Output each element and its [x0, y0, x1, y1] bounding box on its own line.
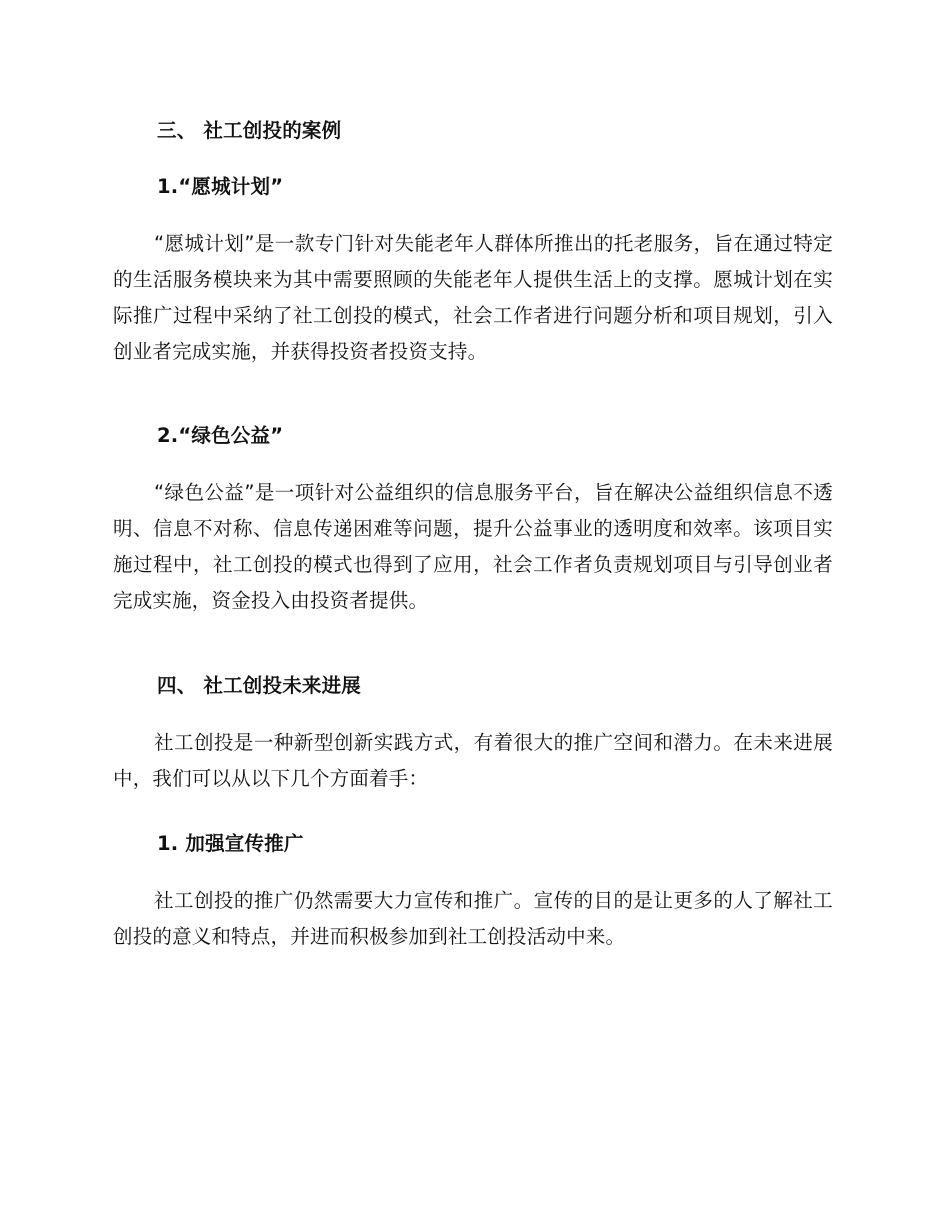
section-4-intro-paragraph: 社工创投是一种新型创新实践方式，有着很大的推广空间和潜力。在未来进展中，我们可以从以下几个方面着手：	[113, 731, 833, 790]
case-2-paragraph: “绿色公益”是一项针对公益组织的信息服务平台，旨在解决公益组织信息不透明、信息不对称、信息传递困难等问题，提升公益事业的透明度和效率。该项目实施过程中，社工创投的模式也得到了应用，社会工作者负责规划项目与引导创业者完成实施，资金投入由投资者提供。	[113, 481, 833, 612]
case-2-heading: 2.“绿色公益”	[157, 424, 284, 447]
section-3-heading: 三、 社工创投的案例	[157, 119, 342, 142]
case-1-paragraph: “愿城计划”是一款专门针对失能老年人群体所推出的托老服务，旨在通过特定的生活服务模块来为其中需要照顾的失能老年人提供生活上的支撑。愿城计划在实际推广过程中采纳了社工创投的模式，社会工作者进行问题分析和项目规划，引入创业者完成实施，并获得投资者投资支持。	[113, 232, 833, 363]
section-4-heading: 四、 社工创投未来进展	[157, 674, 361, 697]
item-1-heading: 1. 加强宣传推广	[157, 832, 304, 855]
case-1-heading: 1.“愿城计划”	[157, 175, 284, 198]
item-1-paragraph: 社工创投的推广仍然需要大力宣传和推广。宣传的目的是让更多的人了解社工创投的意义和特点，并进而积极参加到社工创投活动中来。	[113, 889, 833, 948]
